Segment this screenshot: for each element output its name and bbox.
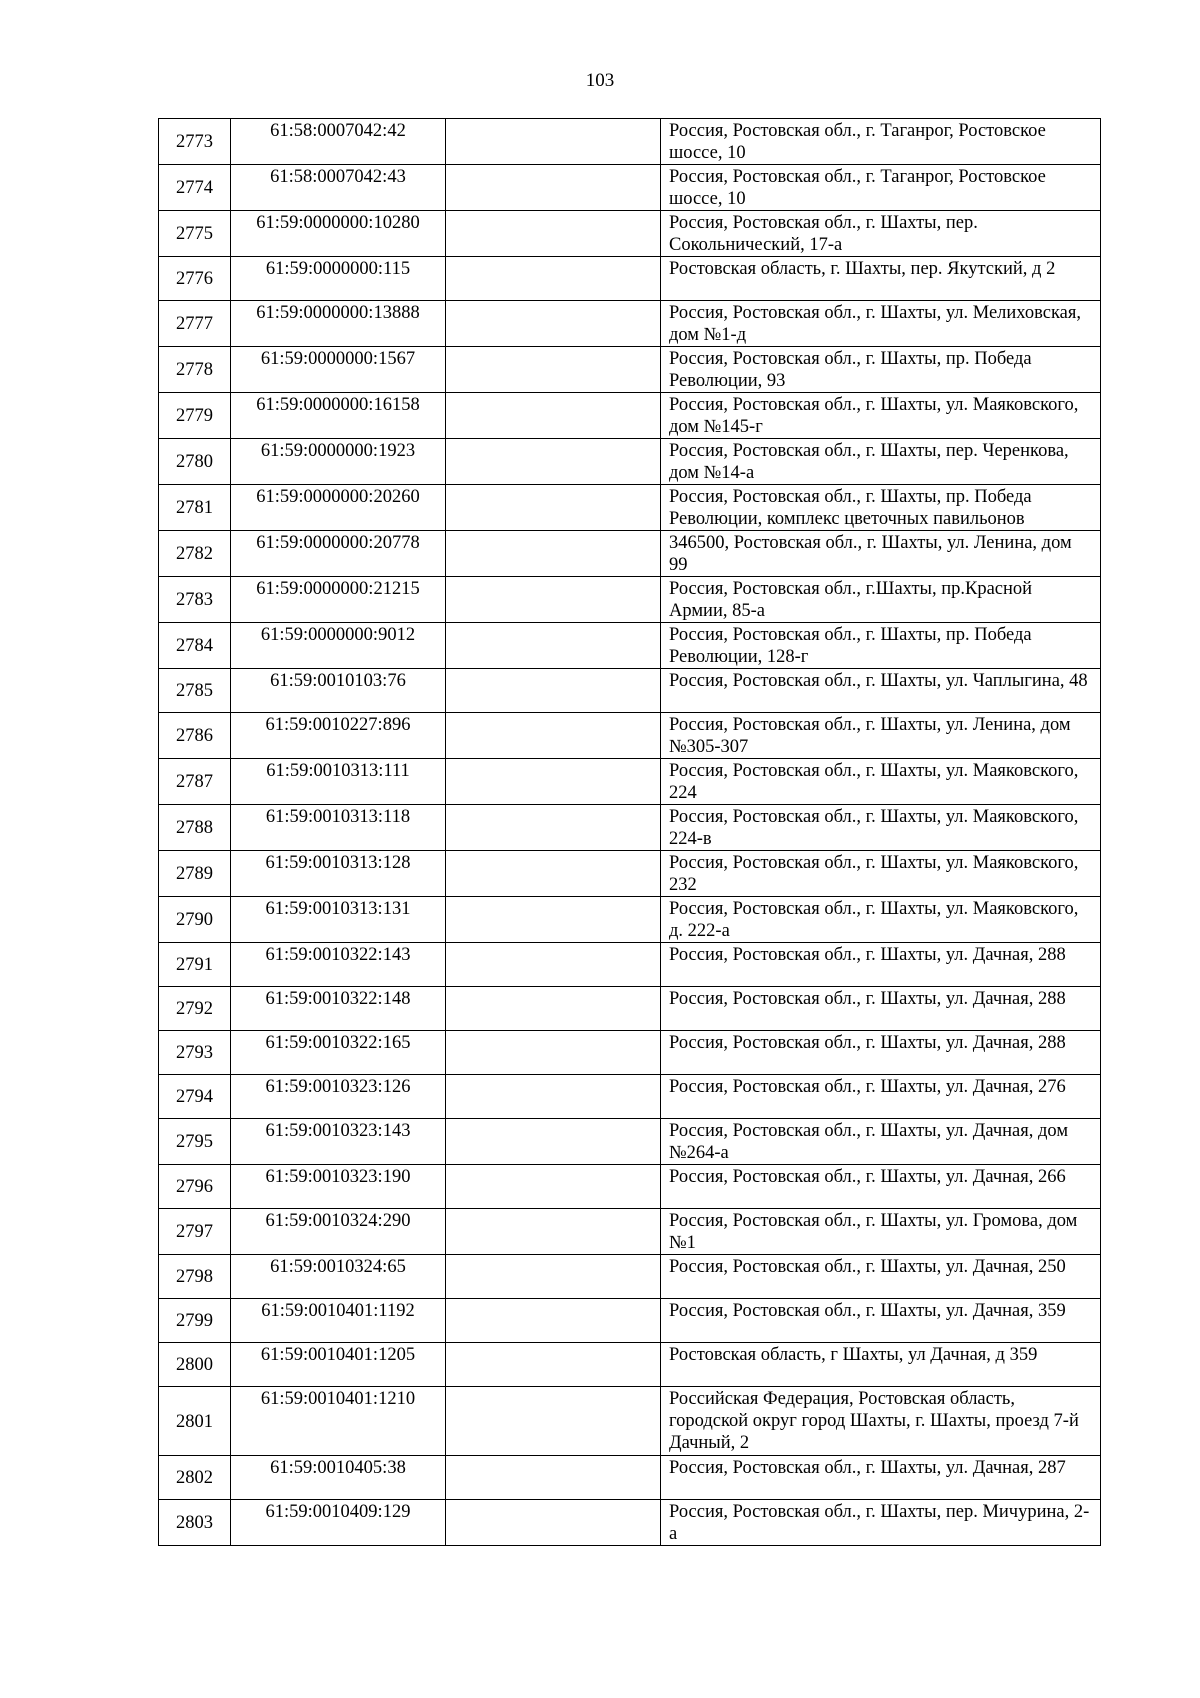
empty-cell: [446, 669, 661, 713]
cadastral-number: 61:59:0010324:290: [231, 1209, 446, 1255]
empty-cell: [446, 393, 661, 439]
cadastral-number: 61:59:0010322:165: [231, 1031, 446, 1075]
cadastral-number: 61:59:0000000:115: [231, 257, 446, 301]
cadastral-number: 61:58:0007042:42: [231, 119, 446, 165]
table-row: [159, 1031, 1101, 1075]
address-cell: Россия, Ростовская обл., г. Шахты, ул. Дачная, 250: [661, 1255, 1101, 1299]
cadastral-number: 61:59:0010401:1192: [231, 1299, 446, 1343]
cadastral-number: 61:59:0010401:1205: [231, 1343, 446, 1387]
empty-cell: [446, 1500, 661, 1546]
table-row: [159, 165, 1101, 211]
empty-cell: [446, 851, 661, 897]
cadastral-number: 61:59:0010322:148: [231, 987, 446, 1031]
cadastral-number: 61:59:0000000:9012: [231, 623, 446, 669]
empty-cell: [446, 713, 661, 759]
empty-cell: [446, 1075, 661, 1119]
cadastral-number: 61:59:0010103:76: [231, 669, 446, 713]
row-number: 2793: [159, 1031, 231, 1075]
address-cell: Ростовская область, г Шахты, ул Дачная, д 359: [661, 1343, 1101, 1387]
empty-cell: [446, 439, 661, 485]
empty-cell: [446, 805, 661, 851]
row-number: 2787: [159, 759, 231, 805]
cadastral-number: 61:59:0010323:190: [231, 1165, 446, 1209]
row-number: 2774: [159, 165, 231, 211]
table-row: [159, 485, 1101, 531]
empty-cell: [446, 119, 661, 165]
cadastral-number: 61:58:0007042:43: [231, 165, 446, 211]
cadastral-number: 61:59:0010313:131: [231, 897, 446, 943]
row-number: 2781: [159, 485, 231, 531]
address-cell: Россия, Ростовская обл., г. Шахты, пр. Победа Революции, 93: [661, 347, 1101, 393]
row-number: 2789: [159, 851, 231, 897]
table-row: [159, 805, 1101, 851]
address-cell: Россия, Ростовская обл., г. Шахты, ул. Дачная, 288: [661, 1031, 1101, 1075]
table-row: [159, 1209, 1101, 1255]
address-cell: 346500, Ростовская обл., г. Шахты, ул. Ленина, дом 99: [661, 531, 1101, 577]
row-number: 2779: [159, 393, 231, 439]
address-cell: Россия, Ростовская обл., г. Шахты, ул. Маяковского, 232: [661, 851, 1101, 897]
address-cell: Россия, Ростовская обл., г. Шахты, ул. Ленина, дом №305-307: [661, 713, 1101, 759]
cadastral-number: 61:59:0000000:1567: [231, 347, 446, 393]
address-cell: Россия, Ростовская обл., г. Шахты, пер. Мичурина, 2-а: [661, 1500, 1101, 1546]
table-row: [159, 1119, 1101, 1165]
address-cell: Россия, Ростовская обл., г. Шахты, пер. Черенкова, дом №14-а: [661, 439, 1101, 485]
cadastral-number: 61:59:0000000:20260: [231, 485, 446, 531]
table-row: [159, 943, 1101, 987]
address-cell: Ростовская область, г. Шахты, пер. Якутский, д 2: [661, 257, 1101, 301]
address-cell: Россия, Ростовская обл., г. Шахты, пр. Победа Революции, комплекс цветочных павильонов: [661, 485, 1101, 531]
table-row: [159, 393, 1101, 439]
table-row: [159, 623, 1101, 669]
table-row: [159, 1075, 1101, 1119]
empty-cell: [446, 943, 661, 987]
row-number: 2777: [159, 301, 231, 347]
table-row: [159, 257, 1101, 301]
table-row: [159, 1299, 1101, 1343]
table-row: [159, 851, 1101, 897]
address-cell: Россия, Ростовская обл., г. Шахты, пер. Сокольнический, 17-а: [661, 211, 1101, 257]
row-number: 2773: [159, 119, 231, 165]
empty-cell: [446, 1255, 661, 1299]
address-cell: Россия, Ростовская обл., г. Шахты, ул. Дачная, 288: [661, 987, 1101, 1031]
cadastral-number: 61:59:0010227:896: [231, 713, 446, 759]
row-number: 2791: [159, 943, 231, 987]
row-number: 2800: [159, 1343, 231, 1387]
row-number: 2802: [159, 1456, 231, 1500]
register-body: [159, 119, 1101, 1546]
address-cell: Россия, Ростовская обл., г. Шахты, ул. Дачная, 266: [661, 1165, 1101, 1209]
table-row: [159, 211, 1101, 257]
row-number: 2795: [159, 1119, 231, 1165]
empty-cell: [446, 987, 661, 1031]
cadastral-number: 61:59:0000000:21215: [231, 577, 446, 623]
cadastral-number: 61:59:0010313:128: [231, 851, 446, 897]
table-row: [159, 759, 1101, 805]
row-number: 2798: [159, 1255, 231, 1299]
table-row: [159, 577, 1101, 623]
table-row: [159, 301, 1101, 347]
row-number: 2794: [159, 1075, 231, 1119]
empty-cell: [446, 1343, 661, 1387]
cadastral-number: 61:59:0010323:126: [231, 1075, 446, 1119]
row-number: 2776: [159, 257, 231, 301]
cadastral-number: 61:59:0000000:20778: [231, 531, 446, 577]
empty-cell: [446, 1119, 661, 1165]
address-cell: Россия, Ростовская обл., г. Шахты, ул. Чаплыгина, 48: [661, 669, 1101, 713]
address-cell: Россия, Ростовская обл., г. Таганрог, Ростовское шоссе, 10: [661, 165, 1101, 211]
row-number: 2790: [159, 897, 231, 943]
cadastral-number: 61:59:0010409:129: [231, 1500, 446, 1546]
table-row: [159, 439, 1101, 485]
page-number: 103: [585, 70, 615, 91]
empty-cell: [446, 1299, 661, 1343]
empty-cell: [446, 347, 661, 393]
table-row: [159, 713, 1101, 759]
address-cell: Россия, Ростовская обл., г. Шахты, ул. Маяковского, д. 222-а: [661, 897, 1101, 943]
address-cell: Россия, Ростовская обл., г. Таганрог, Ростовское шоссе, 10: [661, 119, 1101, 165]
cadastral-number: 61:59:0000000:13888: [231, 301, 446, 347]
empty-cell: [446, 759, 661, 805]
address-cell: Россия, Ростовская обл., г. Шахты, ул. Маяковского, 224-в: [661, 805, 1101, 851]
cadastral-number: 61:59:0010313:111: [231, 759, 446, 805]
empty-cell: [446, 1165, 661, 1209]
address-cell: Российская Федерация, Ростовская область, городской округ город Шахты, г. Шахты, проезд 7-й Дачный, 2: [661, 1387, 1101, 1456]
empty-cell: [446, 623, 661, 669]
cadastral-number: 61:59:0010313:118: [231, 805, 446, 851]
empty-cell: [446, 897, 661, 943]
address-cell: Россия, Ростовская обл., г. Шахты, ул. Дачная, дом №264-а: [661, 1119, 1101, 1165]
address-cell: Россия, Ростовская обл., г. Шахты, ул. Мелиховская, дом №1-д: [661, 301, 1101, 347]
empty-cell: [446, 1031, 661, 1075]
row-number: 2786: [159, 713, 231, 759]
row-number: 2778: [159, 347, 231, 393]
address-cell: Россия, Ростовская обл., г. Шахты, ул. Маяковского, 224: [661, 759, 1101, 805]
cadastral-number: 61:59:0010405:38: [231, 1456, 446, 1500]
address-cell: Россия, Ростовская обл., г. Шахты, ул. Дачная, 276: [661, 1075, 1101, 1119]
table-row: [159, 1456, 1101, 1500]
address-cell: Россия, Ростовская обл., г. Шахты, ул. Громова, дом №1: [661, 1209, 1101, 1255]
row-number: 2783: [159, 577, 231, 623]
cadastral-number: 61:59:0010322:143: [231, 943, 446, 987]
property-register-table: [158, 118, 1101, 1546]
empty-cell: [446, 301, 661, 347]
table-row: [159, 897, 1101, 943]
row-number: 2775: [159, 211, 231, 257]
row-number: 2803: [159, 1500, 231, 1546]
cadastral-number: 61:59:0010324:65: [231, 1255, 446, 1299]
cadastral-number: 61:59:0000000:10280: [231, 211, 446, 257]
empty-cell: [446, 577, 661, 623]
table-row: [159, 1255, 1101, 1299]
cadastral-number: 61:59:0000000:1923: [231, 439, 446, 485]
empty-cell: [446, 1456, 661, 1500]
table-row: [159, 347, 1101, 393]
empty-cell: [446, 165, 661, 211]
row-number: 2792: [159, 987, 231, 1031]
address-cell: Россия, Ростовская обл., г.Шахты, пр.Красной Армии, 85-а: [661, 577, 1101, 623]
row-number: 2799: [159, 1299, 231, 1343]
cadastral-number: 61:59:0010401:1210: [231, 1387, 446, 1456]
empty-cell: [446, 485, 661, 531]
table-row: [159, 1500, 1101, 1546]
table-row: [159, 1343, 1101, 1387]
row-number: 2801: [159, 1387, 231, 1456]
empty-cell: [446, 1209, 661, 1255]
address-cell: Россия, Ростовская обл., г. Шахты, пр. Победа Революции, 128-г: [661, 623, 1101, 669]
empty-cell: [446, 531, 661, 577]
table-row: [159, 669, 1101, 713]
cadastral-number: 61:59:0000000:16158: [231, 393, 446, 439]
table-row: [159, 987, 1101, 1031]
table-row: [159, 1165, 1101, 1209]
address-cell: Россия, Ростовская обл., г. Шахты, ул. Дачная, 359: [661, 1299, 1101, 1343]
address-cell: Россия, Ростовская обл., г. Шахты, ул. Дачная, 287: [661, 1456, 1101, 1500]
address-cell: Россия, Ростовская обл., г. Шахты, ул. Маяковского, дом №145-г: [661, 393, 1101, 439]
empty-cell: [446, 257, 661, 301]
row-number: 2784: [159, 623, 231, 669]
address-cell: Россия, Ростовская обл., г. Шахты, ул. Дачная, 288: [661, 943, 1101, 987]
row-number: 2780: [159, 439, 231, 485]
row-number: 2797: [159, 1209, 231, 1255]
row-number: 2796: [159, 1165, 231, 1209]
empty-cell: [446, 1387, 661, 1456]
row-number: 2788: [159, 805, 231, 851]
table-row: [159, 1387, 1101, 1456]
table-row: [159, 119, 1101, 165]
cadastral-number: 61:59:0010323:143: [231, 1119, 446, 1165]
table-row: [159, 531, 1101, 577]
empty-cell: [446, 211, 661, 257]
row-number: 2782: [159, 531, 231, 577]
row-number: 2785: [159, 669, 231, 713]
